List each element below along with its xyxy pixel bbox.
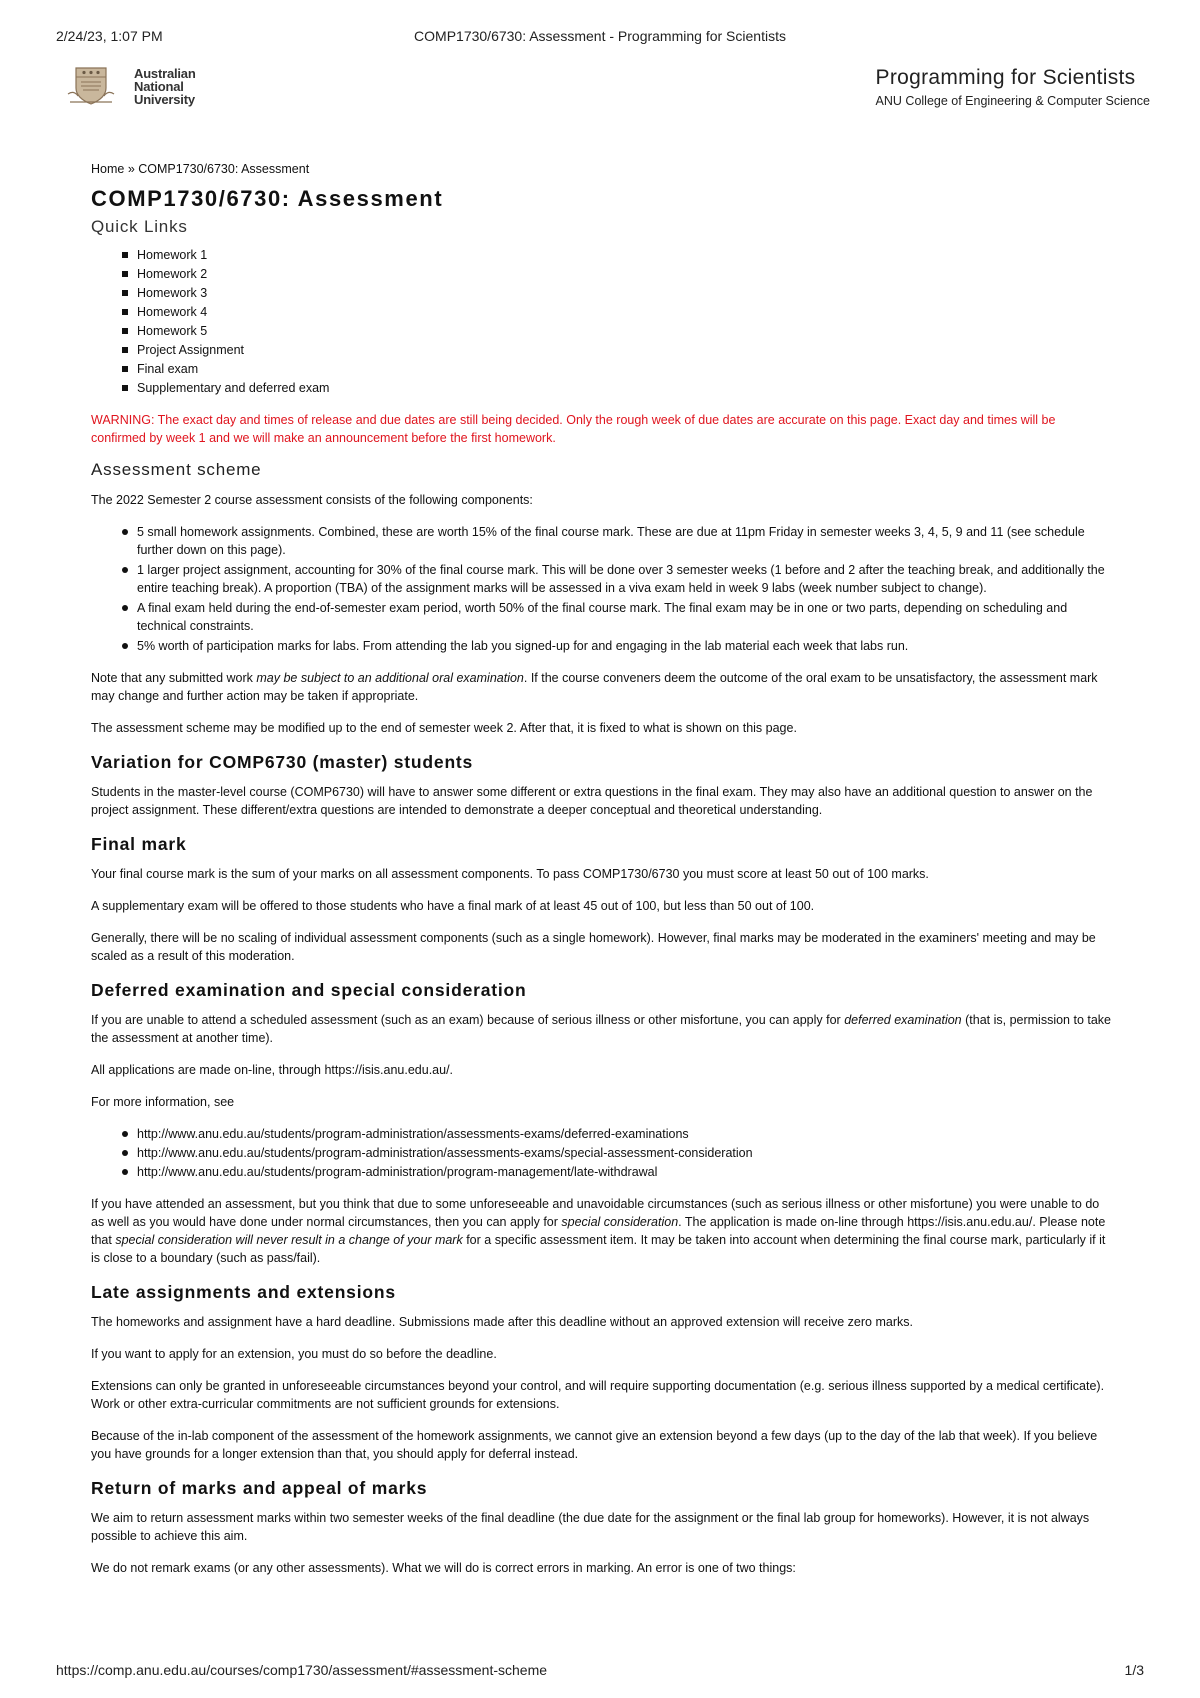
print-title: COMP1730/6730: Assessment - Programming for Scientists — [414, 28, 786, 44]
scheme-modified-note: The assessment scheme may be modified up to the end of semester week 2. After that, it is fixed to what is shown on this page. — [91, 721, 797, 735]
logo-line-3: University — [134, 91, 195, 107]
deferred-links-list — [91, 1125, 1111, 1181]
site-name[interactable]: Programming for Scientists — [875, 66, 1136, 89]
link-deferred-examinations[interactable]: http://www.anu.edu.au/students/program-administration/assessments-exams/deferred-examinations — [137, 1125, 1111, 1143]
final-mark-p3: Generally, there will be no scaling of individual assessment components (such as a single homework). However, final marks may be moderated in the examiners' meeting and may be scaled as a result of this moderation. — [91, 931, 1096, 963]
late-p3: Extensions can only be granted in unforeseeable circumstances beyond your control, and will require supporting documentation (e.g. serious illness supported by a medical certificate). Work or other extra-curricular commitments are not sufficient grounds for extensions. — [91, 1379, 1105, 1411]
final-mark-heading: Final mark — [91, 834, 187, 854]
special-emphasis-1: special consideration — [561, 1215, 679, 1229]
quick-link-homework-2[interactable]: Homework 2 — [137, 265, 1111, 283]
list-item: 5 small homework assignments. Combined, these are worth 15% of the final course mark. These are due at 11pm Friday in semester weeks 3, 4, 5, 9 and 11 (see schedule further down on this page). — [137, 523, 1111, 559]
quick-link-homework-4[interactable]: Homework 4 — [137, 303, 1111, 321]
anu-crest-icon — [66, 64, 128, 108]
link-late-withdrawal[interactable]: http://www.anu.edu.au/students/program-administration/program-management/late-withdrawal — [137, 1163, 1111, 1181]
deferred-p1 — [91, 1011, 1111, 1047]
breadcrumb[interactable]: Home » COMP1730/6730: Assessment — [91, 162, 310, 176]
scheme-components-list — [91, 523, 1111, 655]
variation-heading: Variation for COMP6730 (master) students — [91, 752, 474, 772]
quick-link-project[interactable]: Project Assignment — [137, 341, 1111, 359]
return-p1: We aim to return assessment marks within two semester weeks of the final deadline (the due date for the assignment or the final lab group for homeworks). However, it is not always possible to achieve this aim. — [91, 1511, 1090, 1543]
special-text-1: If you have attended an assessment, but you think that due to some unforeseeable and unavoidable circumstances (such as serious illness or other misfortune) you were unable to do as well as you would have done under normal circumstances, then you can apply for — [91, 1197, 1100, 1229]
site-header — [66, 64, 1150, 124]
final-mark-p2: A supplementary exam will be offered to those students who have a final mark of at least 45 out of 100, but less than 50 out of 100. — [91, 899, 815, 913]
deferred-heading: Deferred examination and special consideration — [91, 980, 527, 1000]
deferred-emphasis: deferred examination — [844, 1013, 962, 1027]
list-item: A final exam held during the end-of-semester exam period, worth 50% of the final course mark. The final exam may be in one or two parts, depending on scheduling and technical constraints. — [137, 599, 1111, 635]
assessment-scheme-heading: Assessment scheme — [91, 460, 262, 479]
late-p4: Because of the in-lab component of the assessment of the homework assignments, we cannot give an extension beyond a few days (up to the day of the lab that week). If you believe you have grounds for a longer extension than that, you should apply for deferral instead. — [91, 1429, 1098, 1461]
quick-links-list — [91, 246, 1111, 397]
quick-link-homework-3[interactable]: Homework 3 — [137, 284, 1111, 302]
late-heading: Late assignments and extensions — [91, 1282, 396, 1302]
main-content — [91, 160, 1111, 1591]
quick-link-homework-1[interactable]: Homework 1 — [137, 246, 1111, 264]
return-p2: We do not remark exams (or any other assessments). What we will do is correct errors in marking. An error is one of two things: — [91, 1561, 796, 1575]
anu-logo[interactable] — [66, 64, 196, 108]
quick-links-title: Quick Links — [91, 217, 188, 236]
oral-exam-note — [91, 669, 1111, 705]
return-heading: Return of marks and appeal of marks — [91, 1478, 428, 1498]
special-emphasis-2: special consideration will never result in a change of your mark — [115, 1233, 463, 1247]
note-text-1: Note that any submitted work — [91, 671, 257, 685]
late-p1: The homeworks and assignment have a hard deadline. Submissions made after this deadline without an approved extension will receive zero marks. — [91, 1315, 913, 1329]
logo-text — [134, 67, 196, 106]
deferred-text-1: If you are unable to attend a scheduled assessment (such as an exam) because of serious illness or other misfortune, you can apply for — [91, 1013, 845, 1027]
print-date: 2/24/23, 1:07 PM — [56, 28, 163, 44]
print-page-number: 1/3 — [1124, 1662, 1144, 1678]
late-p2: If you want to apply for an extension, you must do so before the deadline. — [91, 1347, 497, 1361]
special-text-3: for a specific assessment item. It may be taken into account when determining the final course mark, particularly if it is close to a boundary (such as pass/fail). — [91, 1233, 1106, 1265]
quick-link-homework-5[interactable]: Homework 5 — [137, 322, 1111, 340]
deferred-p3: For more information, see — [91, 1095, 235, 1109]
logo-line-2: National — [134, 78, 184, 94]
deferred-p2[interactable]: All applications are made on-line, through https://isis.anu.edu.au/. — [91, 1063, 454, 1077]
note-text-2: . If the course conveners deem the outcome of the oral exam to be unsatisfactory, the assessment mark may change and further action may be taken if appropriate. — [91, 671, 1098, 703]
deferred-text-2: (that is, permission to take the assessment at another time). — [91, 1013, 1112, 1045]
quick-link-supplementary[interactable]: Supplementary and deferred exam — [137, 379, 1111, 397]
print-url: https://comp.anu.edu.au/courses/comp1730/assessment/#assessment-scheme — [56, 1662, 548, 1678]
warning-text: WARNING: The exact day and times of release and due dates are still being decided. Only the rough week of due dates are accurate on this page. Exact day and times will be confirmed by week 1 and we will make an announcement before the first homework. — [91, 413, 1056, 445]
scheme-intro: The 2022 Semester 2 course assessment consists of the following components: — [91, 493, 533, 507]
note-emphasis: may be subject to an additional oral examination — [256, 671, 524, 685]
site-college: ANU College of Engineering & Computer Science — [875, 94, 1150, 108]
special-consideration-text — [91, 1195, 1111, 1267]
page-title: COMP1730/6730: Assessment — [91, 186, 444, 211]
special-text-2: . The application is made on-line through https://isis.anu.edu.au/. Please note that — [91, 1215, 1106, 1247]
final-mark-p1: Your final course mark is the sum of your marks on all assessment components. To pass COMP1730/6730 you must score at least 50 out of 100 marks. — [91, 867, 929, 881]
quick-link-final-exam[interactable]: Final exam — [137, 360, 1111, 378]
link-special-consideration[interactable]: http://www.anu.edu.au/students/program-administration/assessments-exams/special-assessment-consideration — [137, 1144, 1111, 1162]
variation-text: Students in the master-level course (COMP6730) will have to answer some different or extra questions in the final exam. They may also have an additional question to answer on the project assignment. These different/extra questions are intended to demonstrate a deeper conceptual and theoretical understanding. — [91, 785, 1093, 817]
list-item: 5% worth of participation marks for labs. From attending the lab you signed-up for and engaging in the lab material each week that labs run. — [137, 637, 1111, 655]
site-title — [876, 66, 1150, 108]
logo-line-1: Australian — [134, 65, 196, 81]
list-item: 1 larger project assignment, accounting for 30% of the final course mark. This will be done over 3 semester weeks (1 before and 2 after the teaching break, and additionally the entire teaching break). A proportion (TBA) of the assignment marks will be assessed in a viva exam held in week 9 labs (week number subject to change). — [137, 561, 1111, 597]
